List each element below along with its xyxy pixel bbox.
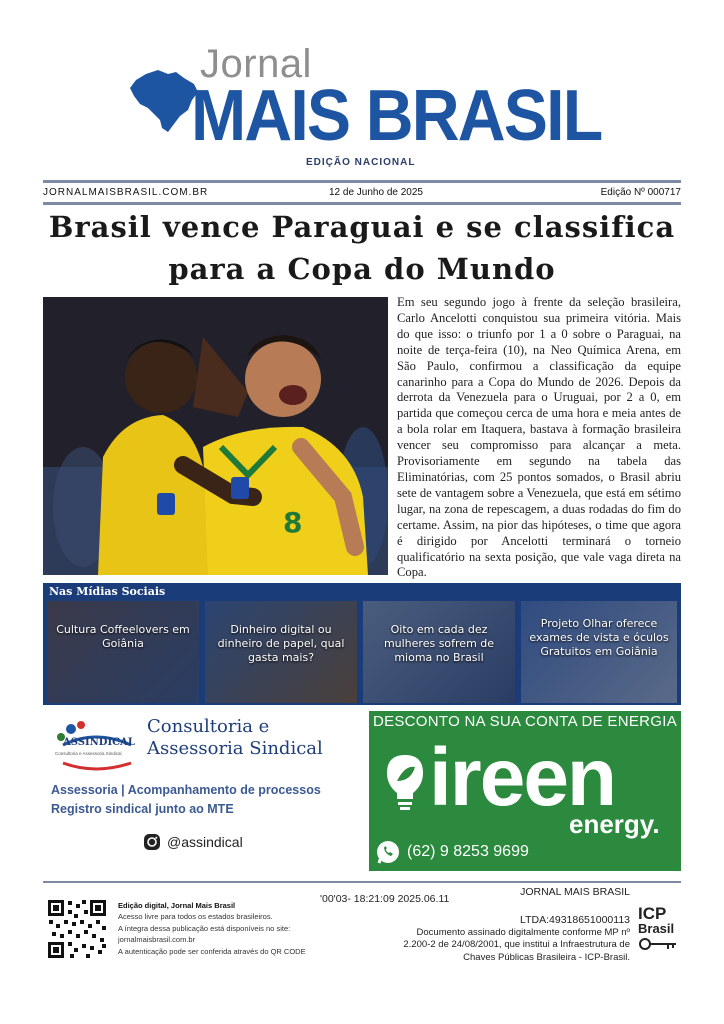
ad-igreen[interactable] bbox=[369, 711, 681, 871]
icp-top: ICP bbox=[638, 904, 667, 923]
whatsapp-icon bbox=[375, 839, 401, 865]
social-media-section bbox=[43, 583, 681, 705]
igreen-phone: (62) 9 8253 9699 bbox=[407, 843, 529, 860]
assindical-services bbox=[51, 781, 321, 819]
social-card-4[interactable] bbox=[521, 601, 677, 703]
headline bbox=[40, 206, 684, 290]
jersey-number: 8 bbox=[283, 506, 303, 539]
instagram-handle: @assindical bbox=[167, 834, 243, 850]
top-rule bbox=[43, 180, 681, 183]
ad-assindical[interactable] bbox=[43, 711, 355, 871]
info-bar bbox=[43, 185, 681, 203]
social-card-2[interactable] bbox=[205, 601, 357, 703]
assindical-services-line-1: Assessoria | Acompanhamento de processos bbox=[51, 783, 321, 797]
main-photo bbox=[43, 297, 388, 575]
assindical-logo-sub: Consultoria e Assessoria Sindical bbox=[55, 751, 122, 756]
footer-site-link[interactable]: jornalmaisbrasil.com.br bbox=[118, 935, 196, 945]
site-url-link[interactable]: JORNALMAISBRASIL.COM.BR bbox=[43, 187, 209, 198]
footer-rule bbox=[43, 881, 681, 883]
igreen-brand-i: i bbox=[429, 732, 450, 823]
qr-code-icon[interactable] bbox=[46, 898, 108, 960]
article-body: Em seu segundo jogo à frente da seleção brasileira, Carlo Ancelotti conquistou sua primeira vitória. Mais do que isso: o triunfo por 1 a 0 sobre o Paraguai, na noite de terça-feira (10), na Neo Química Arena, em São Paulo, confirmou a classificação da equipe canarinho para a Copa do Mundo de 2026. Depois da derrota da Venezuela para o Uruguai, por 2 a 0, em partida que começou cerca de uma hora e meia antes de a bola rolar em Itaquera, bastava à formação brasileira vencer seu compromisso para alcançar a meta. Provisoriamente em segundo na tabela das Eliminatórias, com 25 pontos somados, o Brasil abriu sete de vantagem sobre a Venezuela, que está em sétimo lugar, na zona de repescagem, a duas rodadas do fim do certame. Assim, na pior das hipóteses, o time que agora é dirigido por Ancelotti terminará o torneio qualificatório na sexta posição, que vale vaga direta na Copa. bbox=[397, 295, 681, 580]
masthead-title: MAIS BRASIL bbox=[191, 76, 602, 156]
social-card-title: Projeto Olhar oferece exames de vista e óculos Gratuitos em Goiânia bbox=[529, 617, 669, 658]
igreen-brand-rest: reen bbox=[449, 732, 616, 823]
social-card-title: Cultura Coffeelovers em Goiânia bbox=[56, 623, 190, 650]
sig-doc-1: Documento assinado digitalmente conforme MP nº bbox=[416, 926, 630, 938]
brazil-map-logo-icon bbox=[128, 66, 200, 136]
sig-id: LTDA:49318651000113 bbox=[520, 914, 630, 927]
headline-line-2: para a Copa do Mundo bbox=[168, 252, 556, 286]
info-bar-bottom-rule bbox=[43, 202, 681, 205]
digital-signature-block bbox=[380, 886, 630, 964]
igreen-banner: DESCONTO NA SUA CONTA DE ENERGIA bbox=[372, 713, 678, 730]
social-section-title: Nas Mídias Sociais bbox=[49, 585, 166, 598]
assindical-logo-text: ASSINDICAL bbox=[63, 737, 135, 748]
social-card-3[interactable] bbox=[363, 601, 515, 703]
key-icon bbox=[638, 937, 678, 951]
publication-date: 12 de Junho de 2025 bbox=[329, 187, 423, 198]
footer-line-1: Acesso livre para todos os estados brasileiros. bbox=[118, 912, 273, 922]
igreen-energy: energy. bbox=[569, 809, 660, 839]
lightbulb-leaf-icon bbox=[383, 751, 427, 811]
assindical-headline bbox=[147, 716, 323, 760]
assindical-instagram[interactable] bbox=[143, 833, 243, 851]
headline-line-1: Brasil vence Paraguai e se classifica bbox=[48, 210, 676, 244]
assindical-headline-line-2: Assessoria Sindical bbox=[147, 738, 323, 759]
edition-label: EDIÇÃO NACIONAL bbox=[306, 157, 416, 168]
assindical-headline-line-1: Consultoria e bbox=[147, 716, 270, 737]
footer-line-4: A autenticação pode ser conferida através do QR CODE bbox=[118, 946, 306, 956]
sig-doc-3: Chaves Públicas Brasileira - ICP-Brasil. bbox=[463, 951, 630, 963]
icp-brasil-logo bbox=[638, 905, 680, 957]
instagram-icon bbox=[143, 833, 161, 851]
igreen-whatsapp[interactable] bbox=[375, 839, 529, 865]
social-card-title: Oito em cada dez mulheres sofrem de mioma no Brasil bbox=[383, 623, 495, 664]
signature-timestamp: '00'03- 18:21:09 2025.06.11 bbox=[320, 893, 450, 905]
footer-line-2: A íntegra dessa publicação está disponíveis no site: bbox=[118, 923, 291, 933]
icp-bottom: Brasil bbox=[638, 921, 675, 936]
footer-text bbox=[118, 900, 348, 957]
sig-name: JORNAL MAIS BRASIL bbox=[520, 886, 630, 898]
sig-doc-2: 2.200-2 de 24/08/2001, que institui a Infraestrutura de bbox=[403, 939, 630, 951]
social-card-title: Dinheiro digital ou dinheiro de papel, qual gasta mais? bbox=[217, 623, 345, 664]
players-celebrating-image bbox=[43, 297, 388, 575]
footer-title: Edição digital, Jornal Mais Brasil bbox=[118, 901, 236, 910]
social-card-1[interactable] bbox=[47, 601, 199, 703]
assindical-services-line-2: Registro sindical junto ao MTE bbox=[51, 802, 234, 816]
masthead-jornal-word: Jornal bbox=[200, 42, 312, 86]
edition-number: Edição Nº 000717 bbox=[600, 187, 681, 198]
